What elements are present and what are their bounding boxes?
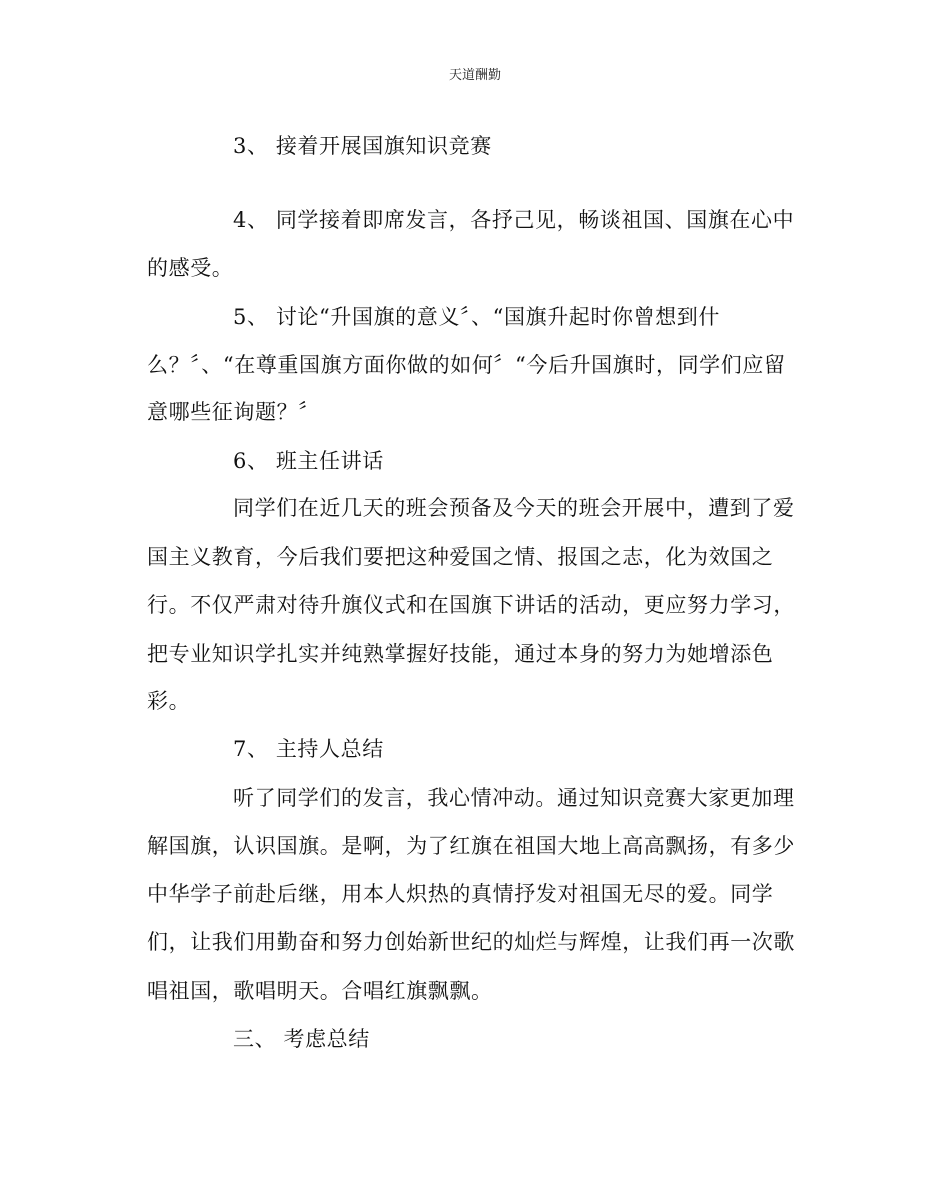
paragraph-line: 同学们在近几天的班会预备及今天的班会开展中，遭到了爱 — [233, 496, 795, 520]
text-line: 把专业知识学扎实并纯熟掌握好技能，通过本身的努力为她增添色 — [147, 642, 774, 666]
text-line: 中华学子前赴后继，用本人炽热的真情抒发对祖国无尽的爱。同学 — [147, 882, 774, 906]
list-item-4: 4、 同学接着即席发言，各抒己见，畅谈祖国、国旗在心中 — [233, 208, 795, 232]
text-line: 解国旗，认识国旗。是啊，为了红旗在祖国大地上高高飘扬，有多少 — [147, 834, 795, 858]
text-line: 们，让我们用勤奋和努力创始新世纪的灿烂与辉煌，让我们再一次歌 — [147, 930, 795, 954]
text-line: 意哪些征询题？〞 — [147, 400, 320, 424]
list-item-7: 7、 主持人总结 — [233, 737, 384, 761]
text-line: 的感受。 — [147, 256, 234, 280]
text-line: 行。不仅严肃对待升旗仪式和在国旗下讲话的活动，更应努力学习， — [147, 593, 795, 617]
text-line: 国主义教育，今后我们要把这种爱国之情、报国之志，化为效国之 — [147, 545, 774, 569]
list-item-6: 6、 班主任讲话 — [233, 449, 384, 473]
list-item-3: 3、 接着开展国旗知识竞赛 — [233, 134, 492, 158]
list-item-5: 5、 讨论“升国旗的意义〞、“国旗升起时你曾想到什 — [233, 305, 721, 329]
text-line: 么？〞、“在尊重国旗方面你做的如何〞“今后升国旗时，同学们应留 — [147, 353, 786, 377]
page-header: 天道酬勤 — [448, 68, 501, 83]
text-line: 彩。 — [147, 689, 191, 713]
text-line: 唱祖国，歌唱明天。合唱红旗飘飘。 — [147, 979, 493, 1003]
paragraph-line: 听了同学们的发言，我心情冲动。通过知识竞赛大家更加理 — [233, 786, 795, 810]
section-heading: 三、 考虑总结 — [233, 1027, 370, 1051]
